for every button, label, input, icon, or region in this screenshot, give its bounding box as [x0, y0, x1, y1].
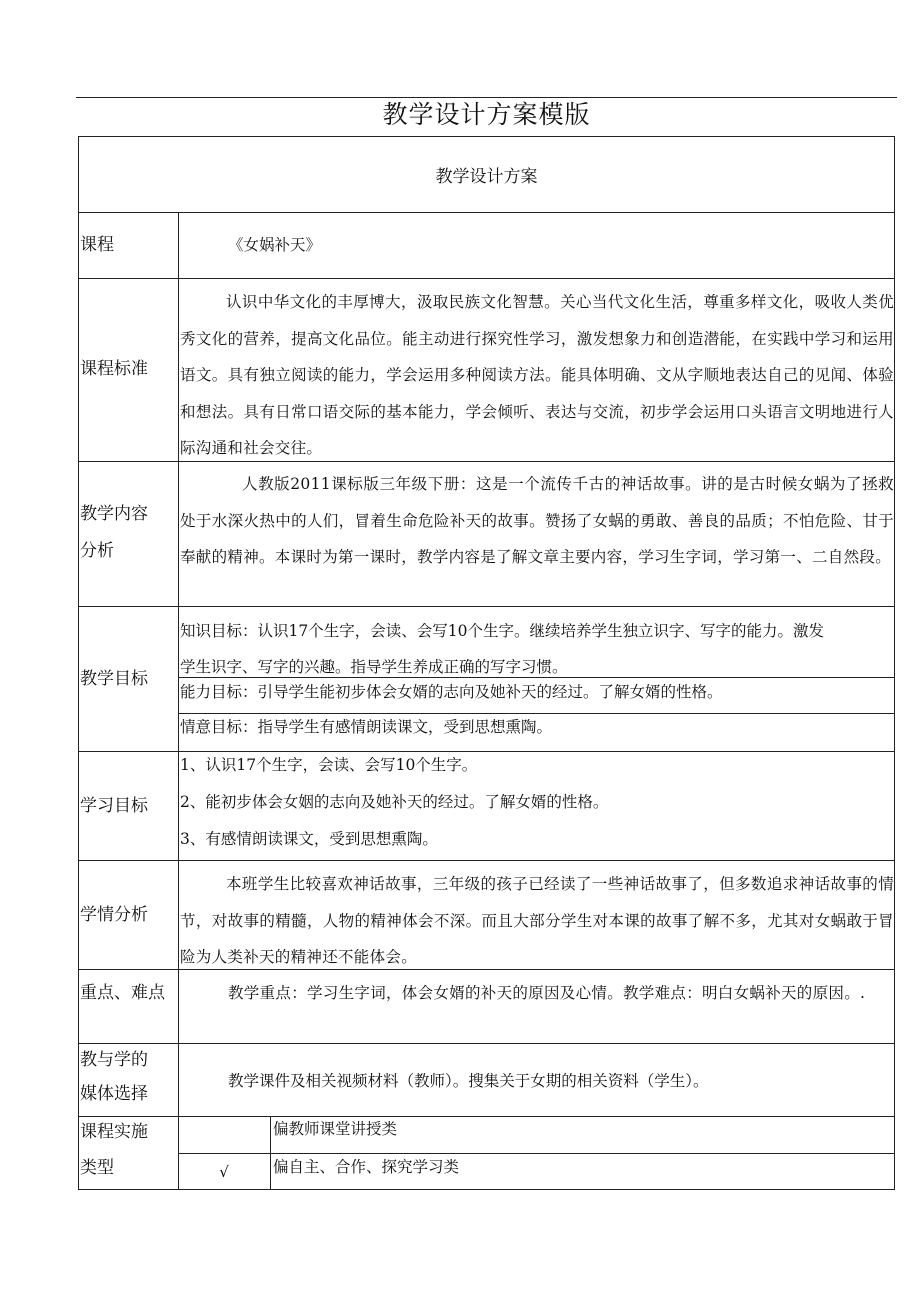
objective-knowledge-line-1: 知识目标：认识17个生字，会读、会写10个生字。继续培养学生独立识字、写字的能力。激发 [180, 622, 824, 640]
content-analysis-label-1: 教学内容 [80, 504, 148, 524]
course-value: 《女娲补天》 [228, 236, 322, 254]
standard-label: 课程标准 [80, 359, 148, 379]
implementation-option-inquiry: 偏自主、合作、探究学习类 [273, 1158, 460, 1176]
key-points-text: 教学重点：学习生字词，体会女婿的补天的原因及心情。教学难点：明白女蜗补天的原因。. [228, 984, 866, 1002]
checkmark-icon: √ [219, 1162, 229, 1181]
implementation-divider [178, 1153, 895, 1154]
key-points-label: 重点、难点 [80, 983, 165, 1003]
row-divider [78, 751, 895, 752]
learning-goal-item: 1、认识17个生字，会读、会写10个生字。 [180, 756, 478, 774]
learning-goals-label: 学习目标 [80, 796, 148, 816]
media-label-2: 媒体选择 [80, 1084, 148, 1104]
objectives-label: 教学目标 [80, 669, 148, 689]
content-analysis-label-2: 分析 [80, 541, 114, 561]
learner-analysis-text: 本班学生比较喜欢神话故事，三年级的孩子已经读了一些神话故事了，但多数追求神话故事的情节，对故事的精髓，人物的精神体会不深。而且大部分学生对本课的故事了解不多，尤其对女蜗敢于冒险为人类补天的精神还不能体会。 [180, 875, 894, 966]
implementation-label-1: 课程实施 [80, 1122, 148, 1142]
media-label-1: 教与学的 [80, 1050, 148, 1070]
objective-divider [178, 677, 895, 678]
row-divider [78, 1116, 895, 1117]
media-text: 教学课件及相关视频材料（教师）。搜集关于女期的相关资料（学生）。 [228, 1072, 709, 1090]
row-divider [78, 860, 895, 861]
row-divider [78, 1043, 895, 1044]
learner-analysis-label: 学情分析 [80, 905, 148, 925]
table-title: 教学设计方案 [435, 166, 538, 187]
objective-divider [178, 713, 895, 714]
row-divider [78, 212, 895, 213]
content-analysis-text: 人教版2011课标版三年级下册：这是一个流传千古的神话故事。讲的是古时候女蜗为了拯救处于水深火热中的人们，冒着生命危险补天的故事。赞扬了女蜗的勇敢、善良的品质；不怕危险、甘于奉献的精神。本课时为第一课时，教学内容是了解文章主要内容，学习生字词，学习第一、二自然段。 [180, 475, 894, 566]
standard-text: 认识中华文化的丰厚博大，汲取民族文化智慧。关心当代文化生活，尊重多样文化，吸收人类优秀文化的营养，提高文化品位。能主动进行探究性学习，激发想象力和创造潜能，在实践中学习和运用语文。具有独立阅读的能力，学会运用多种阅读方法。能具体明确、文从字顺地表达自己的见闻、体验和想法。具有日常口语交际的基本能力，学会倾听、表达与交流，初步学会运用口头语言文明地进行人际沟通和社会交往。 [180, 293, 894, 457]
objective-ability: 能力目标：引导学生能初步体会女婿的志向及她补天的经过。了解女婿的性格。 [180, 683, 723, 701]
column-divider [178, 212, 179, 1190]
objective-emotion: 情意目标：指导学生有感情朗读课文，受到思想熏陶。 [180, 718, 553, 736]
objective-knowledge-line-2: 学生识字、写字的兴趣。指导学生养成正确的写字习惯。 [180, 658, 568, 676]
row-divider [78, 278, 895, 279]
document-title: 教学设计方案模版 [382, 100, 591, 129]
implementation-label-2: 类型 [80, 1158, 114, 1178]
course-label: 课程 [80, 235, 114, 255]
learning-goal-item: 3、有感情朗读课文，受到思想熏陶。 [180, 830, 438, 848]
implementation-option-lecture: 偏教师课堂讲授类 [273, 1120, 398, 1138]
learning-goal-item: 2、能初步体会女姻的志向及她补天的经过。了解女婿的性格。 [180, 793, 609, 811]
row-divider [78, 606, 895, 607]
